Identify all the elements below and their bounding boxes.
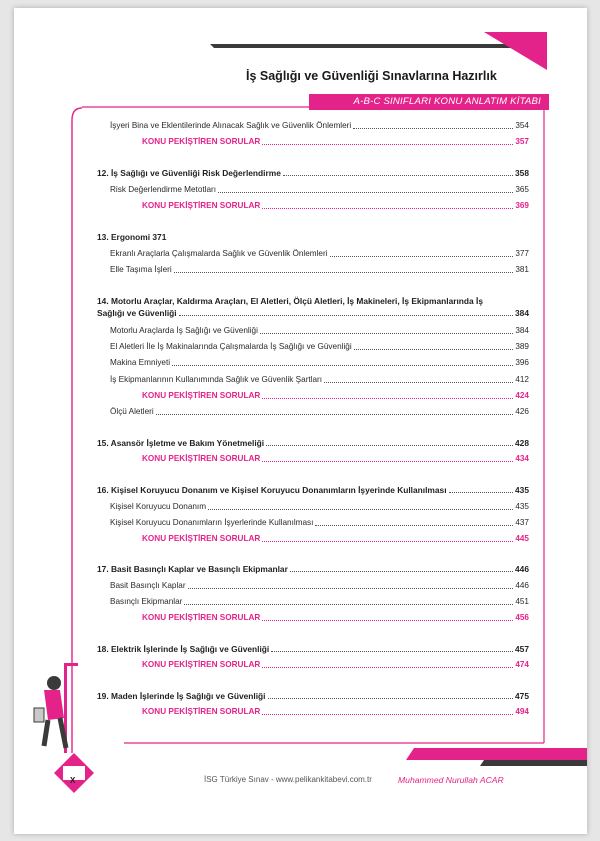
toc-dot-leader (262, 667, 513, 668)
toc-page-number: 435 (515, 502, 529, 511)
book-banner: A-B-C SINIFLARI KONU ANLATIM KİTABI (309, 94, 549, 110)
toc-chapter[interactable] (97, 485, 529, 495)
toc-page-number: 396 (515, 358, 529, 367)
toc-chapter[interactable] (97, 644, 529, 654)
toc-entry-title: Kişisel Koruyucu Donanımların İşyerlerinde Kullanılması (110, 518, 314, 527)
toc-page-number: 457 (515, 644, 529, 654)
toc-dot-leader (179, 315, 513, 316)
toc-quiz-link[interactable] (142, 454, 529, 464)
toc-quiz-link[interactable] (142, 707, 529, 717)
toc-chapter[interactable] (97, 564, 529, 574)
toc-section[interactable] (110, 249, 529, 259)
toc-entry-title: Kişisel Koruyucu Donanım (110, 502, 207, 511)
toc-dot-leader (262, 398, 513, 399)
toc-entry-title: KONU PEKİŞTİREN SORULAR (142, 391, 261, 400)
toc-dot-leader (262, 144, 513, 145)
toc-dot-leader (266, 445, 513, 446)
toc-dot-leader (260, 333, 513, 334)
toc-page-number: 365 (515, 185, 529, 194)
toc-chapter[interactable] (97, 295, 515, 307)
toc-chapter-line2[interactable] (97, 308, 529, 318)
toc-quiz-link[interactable] (142, 613, 529, 623)
toc-quiz-link[interactable] (142, 534, 529, 544)
toc-section[interactable] (110, 375, 529, 385)
toc-section[interactable] (110, 358, 529, 368)
toc-dot-leader (353, 128, 513, 129)
toc-page-number: 446 (515, 581, 529, 590)
toc-entry-title: 12. İş Sağlığı ve Güvenliği Risk Değerlendirme (97, 168, 281, 178)
toc-entry-title: KONU PEKİŞTİREN SORULAR (142, 137, 261, 146)
toc-page-number: 446 (515, 564, 529, 574)
toc-entry-title: Ekranlı Araçlarla Çalışmalarda Sağlık ve Güvenlik Önlemleri (110, 249, 328, 258)
toc-section[interactable] (110, 342, 529, 352)
toc-section[interactable] (110, 326, 529, 336)
toc-dot-leader (188, 588, 514, 589)
header-title: İş Sağlığı ve Güvenliği Sınavlarına Hazırlık (246, 69, 497, 83)
toc-page-number: 475 (515, 691, 529, 701)
toc-page-number: 424 (515, 391, 529, 400)
toc-page-number: 377 (515, 249, 529, 258)
toc-page-number: 358 (515, 168, 529, 178)
toc-chapter[interactable] (97, 168, 529, 178)
toc-entry-title: KONU PEKİŞTİREN SORULAR (142, 534, 261, 543)
toc-page-number: 369 (515, 201, 529, 210)
toc-section[interactable] (110, 597, 529, 607)
toc-section[interactable] (110, 502, 529, 512)
toc-entry-title: Ölçü Aletleri (110, 407, 154, 416)
hazard-badge-letter: X (70, 776, 76, 785)
toc-chapter[interactable] (97, 691, 529, 701)
footer-publisher: İSG Türkiye Sınav - www.pelikankitabevi.com.tr (204, 775, 372, 784)
toc-page-number: 381 (515, 265, 529, 274)
toc-chapter[interactable] (97, 438, 529, 448)
toc-dot-leader (172, 365, 513, 366)
toc-dot-leader (268, 698, 514, 699)
toc-section[interactable] (110, 185, 529, 195)
toc-entry-title: 16. Kişisel Koruyucu Donanım ve Kişisel Koruyucu Donanımların İşyerinde Kullanılması (97, 485, 447, 495)
toc-entry-title: Basınçlı Ekipmanlar (110, 597, 183, 606)
toc-dot-leader (262, 208, 513, 209)
toc-page-number: 451 (515, 597, 529, 606)
toc-quiz-link[interactable] (142, 391, 529, 401)
toc-entry-title: 17. Basit Basınçlı Kaplar ve Basınçlı Ekipmanlar (97, 564, 288, 574)
toc-dot-leader (262, 714, 513, 715)
toc-page-number: 437 (515, 518, 529, 527)
toc-entry-title: İş Ekipmanlarının Kullanımında Sağlık ve Güvenlik Şartları (110, 375, 323, 384)
toc-dot-leader (330, 256, 514, 257)
toc-dot-leader (208, 509, 513, 510)
toc-dot-leader (354, 349, 514, 350)
toc-page-number: 354 (515, 121, 529, 130)
toc-page-number: 426 (515, 407, 529, 416)
toc-page-number: 357 (515, 137, 529, 146)
toc-entry-title: KONU PEKİŞTİREN SORULAR (142, 454, 261, 463)
toc-dot-leader (262, 620, 513, 621)
toc-dot-leader (174, 272, 514, 273)
toc-quiz-link[interactable] (142, 137, 529, 147)
toc-dot-leader (218, 192, 513, 193)
toc-entry-title: KONU PEKİŞTİREN SORULAR (142, 201, 261, 210)
toc-entry-title: Elle Taşıma İşleri (110, 265, 172, 274)
toc-section[interactable] (110, 121, 529, 131)
toc-entry-title: 15. Asansör İşletme ve Bakım Yönetmeliği (97, 438, 265, 448)
toc-page-number: 456 (515, 613, 529, 622)
toc-dot-leader (449, 492, 513, 493)
toc-entry-title: İşyeri Bina ve Eklentilerinde Alınacak Sağlık ve Güvenlik Önlemleri (110, 121, 352, 130)
footer-author: Muhammed Nurullah ACAR (398, 775, 504, 785)
toc-page-number: 435 (515, 485, 529, 495)
toc-page-number: 412 (515, 375, 529, 384)
toc-entry-title: KONU PEKİŞTİREN SORULAR (142, 613, 261, 622)
toc-entry-title: KONU PEKİŞTİREN SORULAR (142, 660, 261, 669)
toc-entry-title: KONU PEKİŞTİREN SORULAR (142, 707, 261, 716)
toc-section[interactable] (110, 407, 529, 417)
toc-dot-leader (184, 604, 513, 605)
toc-dot-leader (271, 651, 513, 652)
toc-chapter-title-line2: Sağlığı ve Güvenliği (97, 308, 177, 318)
toc-entry-title: Motorlu Araçlarda İş Sağlığı ve Güvenliği (110, 326, 258, 335)
toc-entry-title: Makina Emniyeti (110, 358, 171, 367)
toc-dot-leader (324, 382, 513, 383)
toc-entry-title: El Aletleri İle İş Makinalarında Çalışmalarda İş Sağlığı ve Güvenliği (110, 342, 352, 351)
toc-chapter-title-line1: 14. Motorlu Araçlar, Kaldırma Araçları, El Aletleri, Ölçü Aletleri, İş Makineleri, İş Ekipmanlarında İş (97, 296, 484, 306)
toc-quiz-link[interactable] (142, 660, 529, 670)
toc-dot-leader (262, 541, 513, 542)
toc-quiz-link[interactable] (142, 201, 529, 211)
toc-dot-leader (315, 525, 513, 526)
table-of-contents (14, 8, 587, 834)
toc-entry-title: Basit Basınçlı Kaplar (110, 581, 186, 590)
toc-page-number: 494 (515, 707, 529, 716)
toc-page-number: 384 (515, 326, 529, 335)
toc-entry-title: 18. Elektrik İşlerinde İş Sağlığı ve Güvenliği (97, 644, 270, 654)
toc-entry-title: 19. Maden İşlerinde İş Sağlığı ve Güvenliği (97, 691, 266, 701)
toc-page-number: 428 (515, 438, 529, 448)
book-page (14, 8, 587, 834)
toc-section[interactable] (110, 265, 529, 275)
toc-dot-leader (262, 461, 513, 462)
toc-dot-leader (156, 414, 514, 415)
toc-dot-leader (290, 571, 513, 572)
toc-page-number: 434 (515, 454, 529, 463)
toc-page-number: 384 (515, 308, 529, 318)
toc-section[interactable] (110, 518, 529, 528)
toc-dot-leader (283, 175, 513, 176)
toc-entry-title: 13. Ergonomi 371 (97, 232, 167, 242)
toc-page-number: 445 (515, 534, 529, 543)
toc-page-number: 474 (515, 660, 529, 669)
toc-section[interactable] (110, 581, 529, 591)
toc-entry-title: Risk Değerlendirme Metotları (110, 185, 217, 194)
toc-chapter[interactable] (97, 232, 529, 242)
toc-page-number: 389 (515, 342, 529, 351)
